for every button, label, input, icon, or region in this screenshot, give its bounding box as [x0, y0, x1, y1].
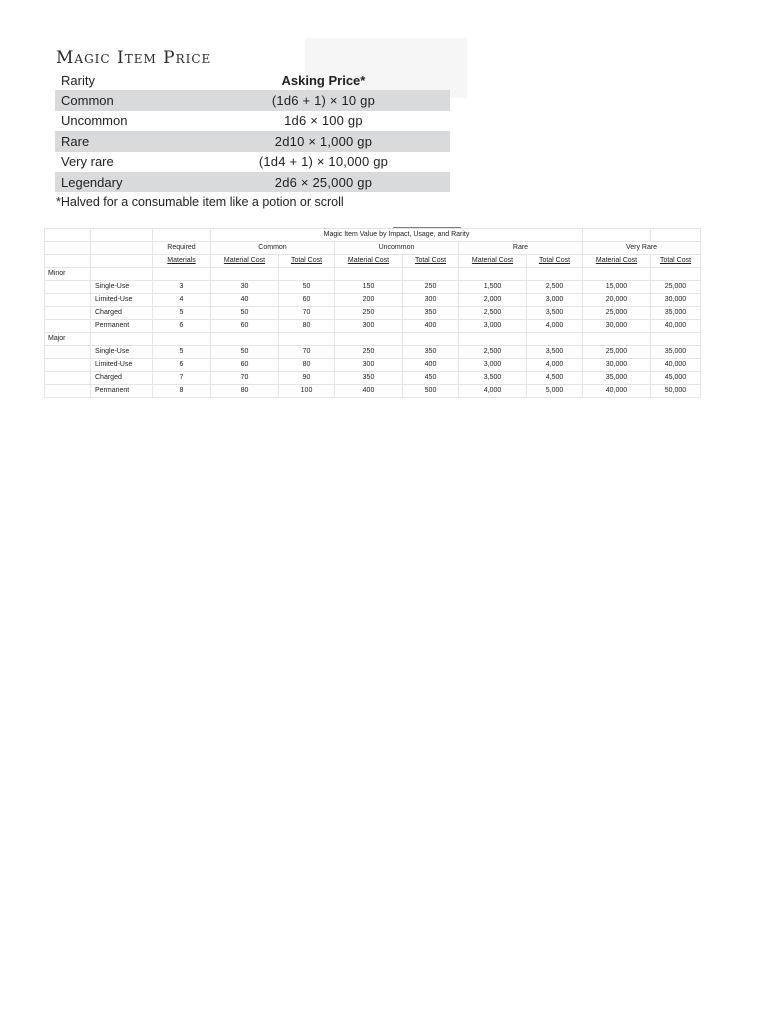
total-cost-cell: 60: [279, 294, 335, 307]
required-header-top: Required: [153, 242, 211, 255]
material-cost-cell: 200: [335, 294, 403, 307]
material-cost-cell: 250: [335, 346, 403, 359]
rarity-cell: Very rare: [61, 154, 114, 170]
rarity-header-very-rare: Very Rare: [583, 242, 701, 255]
rarity-cell: Legendary: [55, 172, 197, 192]
price-table-title: Magic Item Price: [56, 48, 212, 68]
total-cost-header: Total Cost: [651, 255, 701, 268]
material-cost-cell: 80: [211, 385, 279, 398]
total-cost-cell: 30,000: [651, 294, 701, 307]
material-cost-cell: 3,500: [459, 372, 527, 385]
total-cost-cell: 35,000: [651, 346, 701, 359]
total-cost-cell: 300: [403, 294, 459, 307]
material-cost-cell: 40,000: [583, 385, 651, 398]
material-cost-cell: 350: [335, 372, 403, 385]
material-cost-cell: 3,000: [459, 320, 527, 333]
rarity-cell: Uncommon: [61, 113, 128, 129]
rarity-header-uncommon: Uncommon: [335, 242, 459, 255]
group-label: Major: [45, 333, 91, 346]
required-materials-cell: 3: [153, 281, 211, 294]
material-cost-cell: 1,500: [459, 281, 527, 294]
material-cost-header: Material Cost: [335, 255, 403, 268]
required-materials-cell: 4: [153, 294, 211, 307]
material-cost-cell: 300: [335, 320, 403, 333]
total-cost-cell: 40,000: [651, 359, 701, 372]
asking-price-column-header: Asking Price*: [281, 72, 366, 88]
material-cost-cell: 40: [211, 294, 279, 307]
total-cost-cell: 2,500: [527, 281, 583, 294]
rarity-header-rare: Rare: [459, 242, 583, 255]
total-cost-cell: 90: [279, 372, 335, 385]
required-materials-cell: 8: [153, 385, 211, 398]
total-cost-header: Total Cost: [279, 255, 335, 268]
material-cost-header: Material Cost: [583, 255, 651, 268]
material-cost-cell: 15,000: [583, 281, 651, 294]
group-row-minor: [45, 268, 701, 281]
table-row: [45, 346, 701, 359]
total-cost-cell: 80: [279, 320, 335, 333]
total-cost-cell: 50: [279, 281, 335, 294]
table-row: [45, 372, 701, 385]
material-cost-cell: 50: [211, 346, 279, 359]
table-row: [45, 307, 701, 320]
material-cost-cell: 2,500: [459, 307, 527, 320]
table-row: [45, 359, 701, 372]
material-cost-cell: 400: [335, 385, 403, 398]
value-table-caption: Magic Item Value by Impact, Usage, and Rarity: [211, 229, 583, 242]
total-cost-cell: 50,000: [651, 385, 701, 398]
item-type-cell: Charged: [91, 307, 153, 320]
price-cell: 1d6 × 100 gp: [284, 113, 363, 129]
total-cost-cell: 35,000: [651, 307, 701, 320]
material-cost-cell: 4,000: [459, 385, 527, 398]
material-cost-cell: 2,000: [459, 294, 527, 307]
group-row-major: [45, 333, 701, 346]
material-cost-header: Material Cost: [211, 255, 279, 268]
total-cost-cell: 350: [403, 307, 459, 320]
table-row: [45, 320, 701, 333]
total-cost-cell: 3,500: [527, 307, 583, 320]
price-row-very-rare: [55, 152, 450, 172]
material-cost-cell: 35,000: [583, 372, 651, 385]
price-row-uncommon: [55, 111, 450, 131]
table-row: [45, 385, 701, 398]
price-table-header-row: [55, 70, 450, 90]
material-cost-cell: 25,000: [583, 307, 651, 320]
total-cost-cell: 25,000: [651, 281, 701, 294]
total-cost-cell: 4,000: [527, 320, 583, 333]
material-cost-cell: 30,000: [583, 359, 651, 372]
total-cost-cell: 70: [279, 307, 335, 320]
material-cost-cell: 20,000: [583, 294, 651, 307]
table-row: [45, 294, 701, 307]
required-materials-cell: 6: [153, 359, 211, 372]
item-type-cell: Limited-Use: [91, 359, 153, 372]
required-materials-cell: 5: [153, 307, 211, 320]
total-cost-cell: 4,000: [527, 359, 583, 372]
group-label: Minor: [45, 268, 91, 281]
material-cost-cell: 60: [211, 320, 279, 333]
total-cost-cell: 450: [403, 372, 459, 385]
total-cost-cell: 3,000: [527, 294, 583, 307]
total-cost-cell: 5,000: [527, 385, 583, 398]
price-cell: 2d6 × 25,000 gp: [197, 172, 450, 192]
price-footnote: *Halved for a consumable item like a potion or scroll: [56, 195, 344, 210]
total-cost-cell: 500: [403, 385, 459, 398]
magic-item-value-section: [44, 228, 700, 398]
required-materials-cell: 5: [153, 346, 211, 359]
total-cost-cell: 70: [279, 346, 335, 359]
material-cost-cell: 300: [335, 359, 403, 372]
price-row-common: [55, 90, 450, 110]
item-type-cell: Permanent: [91, 385, 153, 398]
cost-header-row: [45, 255, 701, 268]
material-cost-cell: 60: [211, 359, 279, 372]
rarity-cell: Common: [55, 90, 197, 110]
caption-row: [45, 229, 701, 242]
total-cost-cell: 100: [279, 385, 335, 398]
material-cost-cell: 30: [211, 281, 279, 294]
material-cost-cell: 30,000: [583, 320, 651, 333]
material-cost-header: Material Cost: [459, 255, 527, 268]
price-cell: (1d4 + 1) × 10,000 gp: [258, 154, 389, 170]
total-cost-cell: 400: [403, 359, 459, 372]
total-cost-cell: 45,000: [651, 372, 701, 385]
total-cost-header: Total Cost: [527, 255, 583, 268]
required-materials-cell: 7: [153, 372, 211, 385]
item-type-cell: Charged: [91, 372, 153, 385]
rarity-header-row: [45, 242, 701, 255]
total-cost-cell: 250: [403, 281, 459, 294]
magic-item-value-table: [44, 228, 701, 398]
material-cost-cell: 50: [211, 307, 279, 320]
item-type-cell: Permanent: [91, 320, 153, 333]
price-row-legendary: [55, 172, 450, 192]
total-cost-cell: 3,500: [527, 346, 583, 359]
value-table-body: [45, 268, 701, 398]
item-type-cell: Single-Use: [91, 346, 153, 359]
material-cost-cell: 70: [211, 372, 279, 385]
material-cost-cell: 3,000: [459, 359, 527, 372]
total-cost-header: Total Cost: [403, 255, 459, 268]
item-type-cell: Single-Use: [91, 281, 153, 294]
required-materials-cell: 6: [153, 320, 211, 333]
price-row-rare: [55, 131, 450, 151]
rarity-cell: Rare: [55, 131, 197, 151]
rarity-column-header: Rarity: [61, 72, 95, 88]
material-cost-cell: 250: [335, 307, 403, 320]
magic-item-price-section: [55, 46, 455, 209]
material-cost-cell: 25,000: [583, 346, 651, 359]
item-type-cell: Limited-Use: [91, 294, 153, 307]
required-header-bottom: Materials: [153, 255, 211, 268]
material-cost-cell: 150: [335, 281, 403, 294]
total-cost-cell: 80: [279, 359, 335, 372]
price-cell: 2d10 × 1,000 gp: [197, 131, 450, 151]
table-row: [45, 281, 701, 294]
magic-item-price-table: [55, 70, 450, 192]
rarity-header-common: Common: [211, 242, 335, 255]
price-cell: (1d6 + 1) × 10 gp: [197, 90, 450, 110]
total-cost-cell: 350: [403, 346, 459, 359]
total-cost-cell: 40,000: [651, 320, 701, 333]
total-cost-cell: 400: [403, 320, 459, 333]
material-cost-cell: 2,500: [459, 346, 527, 359]
total-cost-cell: 4,500: [527, 372, 583, 385]
